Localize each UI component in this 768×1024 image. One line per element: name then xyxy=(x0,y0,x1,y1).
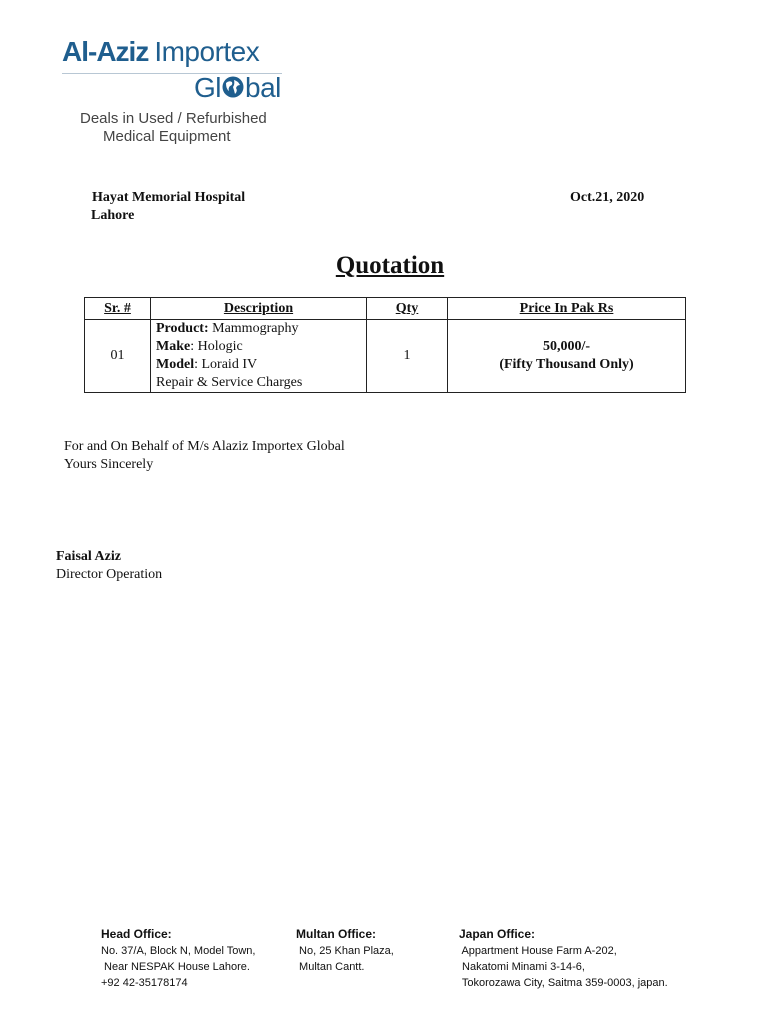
price-amount: 50,000/- xyxy=(542,339,591,354)
japan-office-heading: Japan Office: xyxy=(459,927,536,941)
header-qty: Qty xyxy=(367,298,448,320)
logo-tagline-1: Deals in Used / Refurbished xyxy=(80,110,267,127)
product-line xyxy=(156,320,366,338)
logo-tagline-2: Medical Equipment xyxy=(103,128,231,145)
model-value: : Loraid IV xyxy=(194,357,258,372)
make-value: : Hologic xyxy=(190,339,243,354)
signatory-title: Director Operation xyxy=(56,567,163,582)
closing-sincerely: Yours Sincerely xyxy=(64,457,154,472)
multan-office-line-1: No, 25 Khan Plaza, xyxy=(296,945,394,957)
head-office-line-2: Near NESPAK House Lahore. xyxy=(101,961,250,973)
footer-head-office xyxy=(101,926,255,991)
model-line xyxy=(156,356,366,374)
japan-office-line-1: Appartment House Farm A-202, xyxy=(459,945,617,957)
japan-office-line-3: Tokorozawa City, Saitma 359-0003, japan. xyxy=(459,977,668,989)
make-line xyxy=(156,338,366,356)
recipient-city: Lahore xyxy=(91,208,135,223)
product-value: Mammography xyxy=(208,321,299,336)
japan-office-line-2: Nakatomi Minami 3-14-6, xyxy=(459,961,585,973)
head-office-phone: +92 42-35178174 xyxy=(101,977,188,989)
multan-office-heading: Multan Office: xyxy=(296,927,376,941)
closing-behalf: For and On Behalf of M/s Alaziz Importex Global xyxy=(64,439,345,454)
model-label: Model xyxy=(156,357,195,372)
service-line: Repair & Service Charges xyxy=(156,375,303,390)
table-header-row xyxy=(85,298,686,320)
multan-office-line-2: Multan Cantt. xyxy=(296,961,365,973)
footer-multan-office xyxy=(296,926,394,975)
company-logo xyxy=(62,36,302,148)
price-in-words: (Fifty Thousand Only) xyxy=(499,357,634,372)
logo-text-global xyxy=(194,72,281,104)
cell-price xyxy=(448,320,686,393)
header-description: Description xyxy=(151,298,367,320)
quotation-table xyxy=(84,297,686,393)
product-label: Product: xyxy=(156,321,209,336)
table-row xyxy=(85,320,686,393)
page-title: Quotation xyxy=(335,252,445,279)
recipient-name: Hayat Memorial Hospital xyxy=(92,190,246,205)
cell-description xyxy=(151,320,367,393)
header-serial: Sr. # xyxy=(85,298,151,320)
make-label: Make xyxy=(156,339,191,354)
logo-text-importex: Importex xyxy=(154,36,260,67)
cell-serial: 01 xyxy=(85,320,151,393)
cell-qty: 1 xyxy=(367,320,448,393)
head-office-line-1: No. 37/A, Block N, Model Town, xyxy=(101,945,256,957)
logo-wordmark xyxy=(62,36,259,68)
logo-text-global-start: Gl xyxy=(194,72,221,103)
logo-text-alaziz: Al-Aziz xyxy=(62,36,149,67)
globe-icon xyxy=(221,75,245,99)
head-office-heading: Head Office: xyxy=(101,927,172,941)
quotation-date: Oct.21, 2020 xyxy=(570,190,645,205)
footer-japan-office xyxy=(459,926,668,991)
signatory-name: Faisal Aziz xyxy=(56,549,121,564)
header-price: Price In Pak Rs xyxy=(448,298,686,320)
logo-text-global-end: bal xyxy=(245,72,281,103)
